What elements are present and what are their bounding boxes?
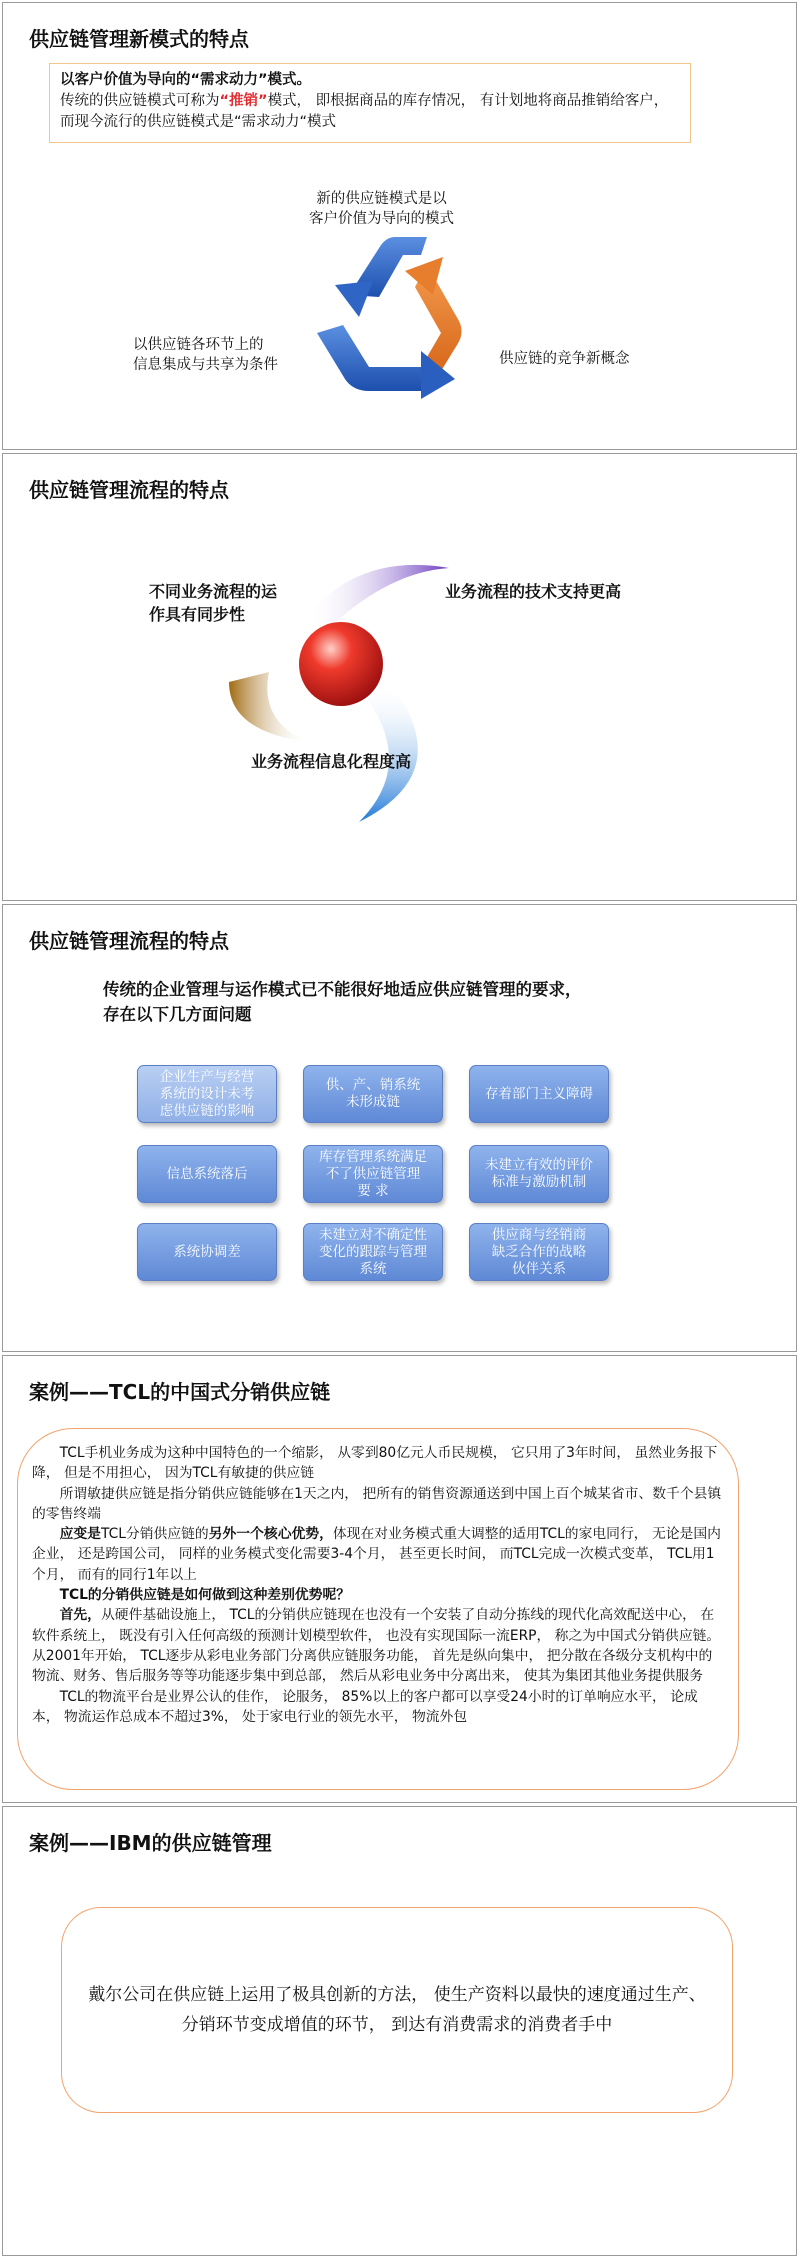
box-text-after: 模式， 即根据商品的库存情况， 有计划地将商品推销给客户， 而现今流行的供应链模式是“需求动力“模式 — [60, 93, 669, 130]
p5-rest: 从硬件基础设施上， TCL的分销供应链现在也没有一个安装了自动分拣线的现代化高效配送中心， 在软件系统上， 既没有引入任何高级的预测计划模型软件， 也没有实现国际一流ERP， 称之为中国式分销供应链。从2001年开始， TCL逐步从彩电业务部门分离供应链服务功能， 首先是纵向集中， 把分散在各级分支机构中的物流、财务、售后服务等等功能逐步集中到总部， 然后从彩电业务中分离出来， 使其为集团其他业务提供服务 — [32, 1607, 721, 1685]
problem-box-chain: 供、产、销系统 未形成链 — [303, 1065, 443, 1123]
problem-box-info-system: 信息系统落后 — [137, 1145, 277, 1203]
caption-left-line2: 信息集成与共享为条件 — [133, 357, 278, 373]
subtitle-line1: 传统的企业管理与运作模式已不能很好地适应供应链管理的要求， — [103, 980, 582, 999]
box-text-before: 传统的供应链模式可称为 — [60, 93, 220, 109]
p5-bold: 首先， — [59, 1607, 101, 1624]
slide-new-mode — [2, 2, 797, 450]
problem-box-coordination: 系统协调差 — [137, 1223, 277, 1281]
cycle-arrow-bottom — [317, 325, 427, 391]
paragraph-3 — [32, 1524, 724, 1585]
paragraph-6: TCL的物流平台是业界公认的佳作， 论服务， 85%以上的客户都可以享受24小时的订单响应水平， 论成本， 物流运作总成本不超过3%， 处于家电行业的领先水平， 物流外包 — [32, 1688, 698, 1725]
swirl-purple — [305, 565, 449, 628]
caption-left-line1: 以供应链各环节上的 — [133, 337, 264, 353]
slide-title: 供应链管理流程的特点 — [29, 478, 229, 502]
label-sync-line1: 不同业务流程的运 — [149, 582, 278, 601]
caption-top-line1: 新的供应链模式是以 — [316, 191, 447, 207]
paragraph-4: TCL的分销供应链是如何做到这种差别优势呢？ — [59, 1587, 351, 1604]
caption-left — [133, 335, 278, 375]
caption-top — [309, 189, 454, 229]
slide-tcl-case — [2, 1355, 797, 1803]
paragraph-5 — [32, 1605, 724, 1686]
slide-problems — [2, 904, 797, 1352]
label-sync-line2: 作具有同步性 — [149, 605, 246, 624]
subtitle-line2: 存在以下几方面问题 — [103, 1005, 252, 1024]
slide-title: 案例——IBM的供应链管理 — [29, 1831, 272, 1855]
ibm-case-text: 戴尔公司在供应链上运用了极具创新的方法， 使生产资料以最快的速度通过生产、分销环节变成增值的环节， 到达有消费需求的消费者手中 — [88, 1985, 706, 2035]
box-heading: 以客户价值为导向的“需求动力”模式。 — [60, 72, 312, 88]
problem-box-departmentalism: 存着部门主义障碍 — [469, 1065, 609, 1123]
problem-box-evaluation: 未建立有效的评价 标准与激励机制 — [469, 1145, 609, 1203]
paragraph-2: 所谓敏捷供应链是指分销供应链能够在1天之内， 把所有的销售资源通送到中国上百个城某省市、数千个县镇的零售终端 — [32, 1485, 722, 1522]
p3-mid: TCL分销供应链的 — [100, 1526, 209, 1543]
label-tech-support: 业务流程的技术支持更高 — [445, 582, 622, 601]
swirl-diagram — [209, 532, 509, 832]
slide-title: 供应链管理流程的特点 — [29, 929, 229, 953]
problems-subtitle — [103, 977, 582, 1027]
p3-bold2: 另外一个核心优势， — [208, 1526, 333, 1543]
problem-box-inventory: 库存管理系统满足 不了供应链管理 要 求 — [303, 1145, 443, 1203]
p3-bold1: 应变是 — [59, 1526, 101, 1543]
center-red-ball — [299, 622, 383, 706]
caption-top-line2: 客户价值为导向的模式 — [309, 211, 454, 227]
slide-title: 案例——TCL的中国式分销供应链 — [29, 1380, 331, 1404]
p3-rest: 体现在对业务模式重大调整的适用TCL的家电同行， 无论是国内企业， 还是跨国公司， 同样的业务模式变化需要3-4个月， 甚至更长时间， 而TCL完成一次模式变革， TCL用1个月， 而有的同行1年以上 — [32, 1526, 721, 1583]
cycle-arrowhead-left — [335, 281, 373, 317]
swirl-gold — [229, 672, 309, 742]
problem-box-design: 企业生产与经营 系统的设计未考 虑供应链的影响 — [137, 1065, 277, 1123]
slide-process-features — [2, 453, 797, 901]
ibm-case-box — [61, 1907, 733, 2113]
paragraph-1: TCL手机业务成为这种中国特色的一个缩影， 从零到80亿元人币民规模， 它只用了3年时间， 虽然业务报下降， 但是不用担心， 因为TCL有敏捷的供应链 — [32, 1445, 718, 1482]
highlight-push: “推销” — [219, 93, 268, 109]
caption-right: 供应链的竞争新概念 — [499, 351, 630, 367]
problem-box-partnership: 供应商与经销商 缺乏合作的战略 伙伴关系 — [469, 1223, 609, 1281]
box-text — [60, 91, 680, 133]
definition-box — [49, 63, 691, 143]
recycle-cycle-diagram — [309, 237, 493, 399]
slide-title: 供应链管理新模式的特点 — [29, 27, 249, 51]
label-sync — [149, 580, 277, 626]
problem-box-uncertainty: 未建立对不确定性 变化的跟踪与管理 系统 — [303, 1223, 443, 1281]
slide-ibm-case — [2, 1806, 797, 2256]
tcl-case-box — [17, 1428, 739, 1790]
label-informatization: 业务流程信息化程度高 — [251, 752, 412, 771]
